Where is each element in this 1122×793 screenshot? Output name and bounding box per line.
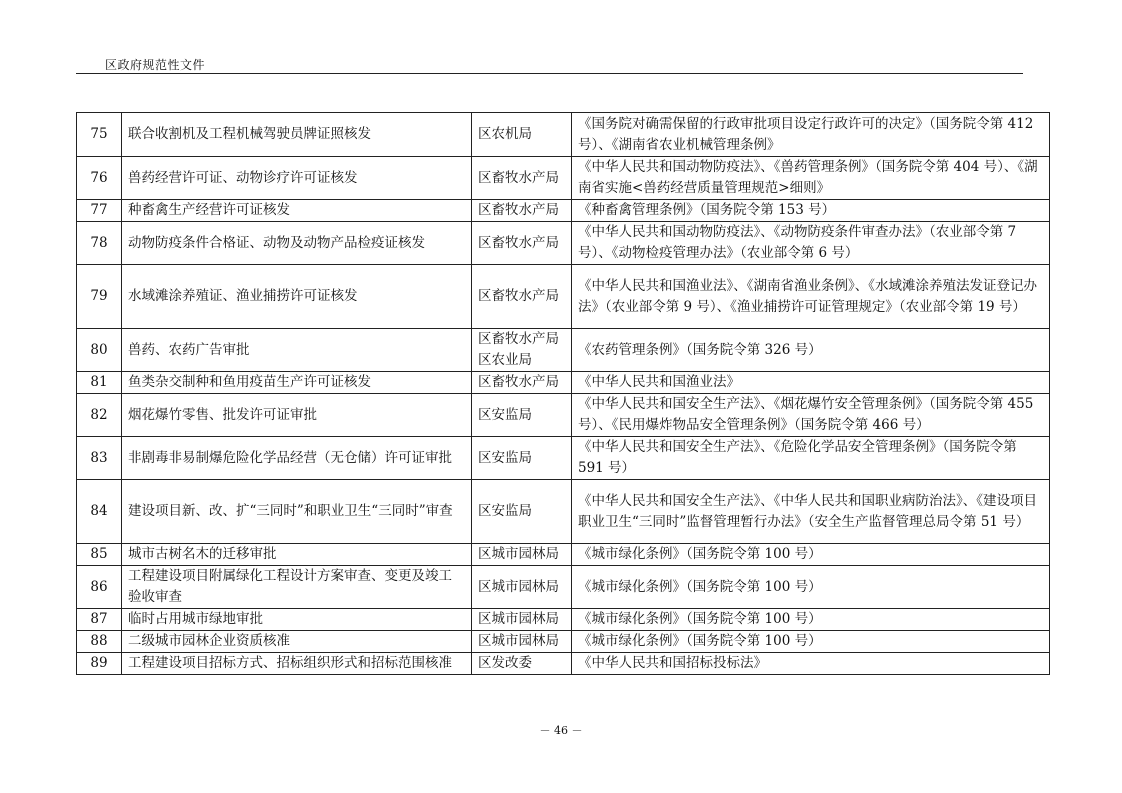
table-row	[77, 480, 1050, 544]
approval-item-name: 工程建设项目招标方式、招标组织形式和招标范围核准	[122, 653, 472, 675]
table-row	[77, 631, 1050, 653]
department-name: 区畜牧水产局	[478, 202, 559, 218]
approval-items-table	[76, 112, 1050, 675]
responsible-department	[472, 113, 572, 157]
approval-item-name: 水域滩涂养殖证、渔业捕捞许可证核发	[122, 265, 472, 329]
legal-basis: 《国务院对确需保留的行政审批项目设定行政许可的决定》（国务院令第 412 号）、《湖南省农业机械管理条例》	[572, 113, 1050, 157]
document-header-title: 区政府规范性文件	[105, 58, 206, 72]
row-number: 80	[77, 329, 122, 372]
responsible-department	[472, 653, 572, 675]
legal-basis: 《中华人民共和国渔业法》、《湖南省渔业条例》、《水域滩涂养殖法发证登记办法》（农业部令第 9 号）、《渔业捕捞许可证管理规定》（农业部令第 19 号）	[572, 265, 1050, 329]
responsible-department	[472, 566, 572, 609]
department-name: 区城市园林局	[478, 633, 559, 649]
table-row	[77, 372, 1050, 394]
table-row	[77, 566, 1050, 609]
header-divider	[76, 73, 1023, 74]
approval-item-name: 鱼类杂交制种和鱼用疫苗生产许可证核发	[122, 372, 472, 394]
responsible-department	[472, 265, 572, 329]
responsible-department	[472, 200, 572, 222]
responsible-department	[472, 329, 572, 372]
legal-basis: 《农药管理条例》（国务院令第 326 号）	[572, 329, 1050, 372]
approval-item-name: 建设项目新、改、扩“三同时”和职业卫生“三同时”审查	[122, 480, 472, 544]
responsible-department	[472, 157, 572, 200]
legal-basis: 《中华人民共和国安全生产法》、《危险化学品安全管理条例》（国务院令第 591 号）	[572, 437, 1050, 480]
responsible-department	[472, 437, 572, 480]
table-row	[77, 200, 1050, 222]
page-number: － 46 －	[539, 724, 583, 737]
table-row	[77, 222, 1050, 265]
department-name: 区畜牧水产局	[478, 288, 559, 304]
department-name: 区安监局	[478, 503, 532, 519]
department-name: 区城市园林局	[478, 578, 559, 595]
approval-item-name: 烟花爆竹零售、批发许可证审批	[122, 394, 472, 437]
department-name: 区城市园林局	[478, 546, 559, 562]
approval-item-name: 兽药经营许可证、动物诊疗许可证核发	[122, 157, 472, 200]
department-name: 区畜牧水产局	[478, 374, 559, 390]
legal-basis: 《城市绿化条例》（国务院令第 100 号）	[572, 631, 1050, 653]
department-name: 区安监局	[478, 449, 532, 466]
legal-basis: 《中华人民共和国安全生产法》、《烟花爆竹安全管理条例》（国务院令第 455 号）、《民用爆炸物品安全管理条例》（国务院令第 466 号）	[572, 394, 1050, 437]
row-number: 85	[77, 544, 122, 566]
row-number: 87	[77, 609, 122, 631]
row-number: 86	[77, 566, 122, 609]
row-number: 89	[77, 653, 122, 675]
department-name: 区发改委	[478, 655, 532, 671]
row-number: 84	[77, 480, 122, 544]
row-number: 78	[77, 222, 122, 265]
legal-basis: 《城市绿化条例》（国务院令第 100 号）	[572, 544, 1050, 566]
table-row	[77, 157, 1050, 200]
department-name: 区农业局	[478, 352, 532, 368]
table-row	[77, 329, 1050, 372]
approval-item-name: 动物防疫条件合格证、动物及动物产品检疫证核发	[122, 222, 472, 265]
row-number: 83	[77, 437, 122, 480]
approval-item-name: 临时占用城市绿地审批	[122, 609, 472, 631]
legal-basis: 《中华人民共和国安全生产法》、《中华人民共和国职业病防治法》、《建设项目职业卫生“三同时”监督管理暂行办法》（安全生产监督管理总局令第 51 号）	[572, 480, 1050, 544]
department-name: 区畜牧水产局	[478, 234, 559, 251]
approval-item-name: 非剧毒非易制爆危险化学品经营（无仓储）许可证审批	[122, 437, 472, 480]
table-row	[77, 437, 1050, 480]
row-number: 82	[77, 394, 122, 437]
responsible-department	[472, 372, 572, 394]
table-row	[77, 653, 1050, 675]
department-name: 区农机局	[478, 126, 532, 142]
responsible-department	[472, 544, 572, 566]
legal-basis: 《城市绿化条例》（国务院令第 100 号）	[572, 609, 1050, 631]
legal-basis: 《中华人民共和国动物防疫法》、《动物防疫条件审查办法》（农业部令第 7 号）、《动物检疫管理办法》（农业部令第 6 号）	[572, 222, 1050, 265]
approval-item-name: 工程建设项目附属绿化工程设计方案审查、变更及竣工验收审查	[122, 566, 472, 609]
legal-basis: 《种畜禽管理条例》（国务院令第 153 号）	[572, 200, 1050, 222]
approval-item-name: 二级城市园林企业资质核准	[122, 631, 472, 653]
department-name: 区安监局	[478, 406, 532, 423]
approval-item-name: 联合收割机及工程机械驾驶员牌证照核发	[122, 113, 472, 157]
legal-basis: 《中华人民共和国招标投标法》	[572, 653, 1050, 675]
row-number: 81	[77, 372, 122, 394]
row-number: 76	[77, 157, 122, 200]
responsible-department	[472, 394, 572, 437]
responsible-department	[472, 222, 572, 265]
approval-item-name: 种畜禽生产经营许可证核发	[122, 200, 472, 222]
responsible-department	[472, 631, 572, 653]
row-number: 77	[77, 200, 122, 222]
responsible-department	[472, 609, 572, 631]
responsible-department	[472, 480, 572, 544]
approval-item-name: 城市古树名木的迁移审批	[122, 544, 472, 566]
row-number: 79	[77, 265, 122, 329]
row-number: 75	[77, 113, 122, 157]
department-name: 区畜牧水产局	[478, 169, 559, 186]
table-row	[77, 113, 1050, 157]
legal-basis: 《中华人民共和国渔业法》	[572, 372, 1050, 394]
approval-item-name: 兽药、农药广告审批	[122, 329, 472, 372]
legal-basis: 《城市绿化条例》（国务院令第 100 号）	[572, 566, 1050, 609]
table-row	[77, 609, 1050, 631]
table-row	[77, 265, 1050, 329]
department-name: 区城市园林局	[478, 611, 559, 627]
table-row	[77, 544, 1050, 566]
legal-basis: 《中华人民共和国动物防疫法》、《兽药管理条例》（国务院令第 404 号）、《湖南省实施<兽药经营质量管理规范>细则》	[572, 157, 1050, 200]
row-number: 88	[77, 631, 122, 653]
department-name: 区畜牧水产局	[478, 331, 559, 347]
table-row	[77, 394, 1050, 437]
